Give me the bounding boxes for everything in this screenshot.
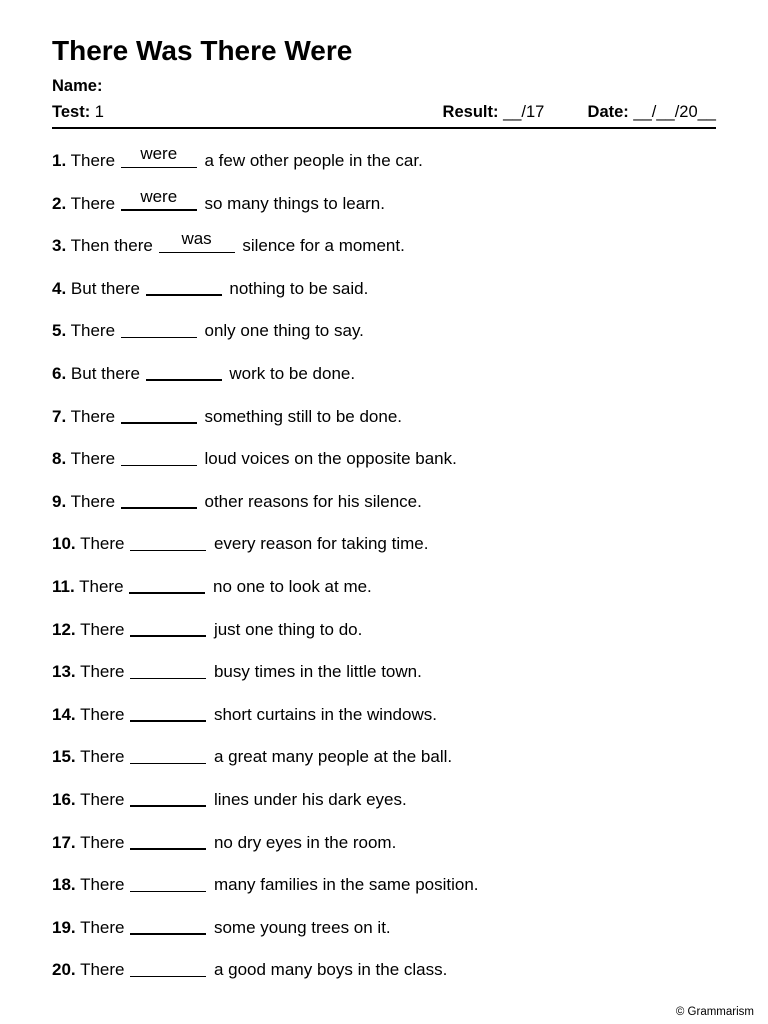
question-item xyxy=(52,529,716,572)
question-rest-text: no dry eyes in the room. xyxy=(213,832,397,852)
question-lead-text: There xyxy=(80,662,125,682)
answer-blank[interactable] xyxy=(130,870,206,890)
name-field xyxy=(52,75,716,97)
question-item xyxy=(52,657,716,700)
question-item xyxy=(52,146,716,189)
answer-blank[interactable] xyxy=(130,657,206,677)
question-number: 4. xyxy=(52,278,67,298)
question-number: 6. xyxy=(52,363,67,383)
question-number: 19. xyxy=(52,917,76,937)
question-item xyxy=(52,615,716,658)
question-lead-text: There xyxy=(70,491,116,511)
question-rest-text: work to be done. xyxy=(229,363,356,383)
question-number: 17. xyxy=(52,832,76,852)
question-rest-text: other reasons for his silence. xyxy=(204,491,422,511)
question-item xyxy=(52,359,716,402)
name-label: Name: xyxy=(52,77,103,95)
question-number: 1. xyxy=(52,151,67,170)
answer-blank[interactable] xyxy=(146,359,222,379)
question-list xyxy=(52,146,716,998)
question-item xyxy=(52,955,716,998)
question-lead-text: There xyxy=(70,321,116,341)
test-label: Test: xyxy=(52,103,91,121)
question-rest-text: no one to look at me. xyxy=(213,576,372,596)
question-rest-text: silence for a moment. xyxy=(242,236,405,256)
question-number: 20. xyxy=(52,960,76,980)
answer-blank[interactable] xyxy=(121,316,197,336)
question-number: 14. xyxy=(52,704,76,724)
question-rest-text: some young trees on it. xyxy=(213,917,391,937)
header-divider xyxy=(52,127,716,129)
question-item xyxy=(52,913,716,956)
question-item xyxy=(52,402,716,445)
question-lead-text: There xyxy=(70,151,116,170)
answer-blank[interactable] xyxy=(146,274,222,294)
answer-blank[interactable] xyxy=(130,828,206,848)
question-lead-text: There xyxy=(79,576,124,596)
answer-blank[interactable] xyxy=(121,444,197,464)
question-number: 16. xyxy=(52,789,76,809)
question-lead-text: There xyxy=(80,747,125,767)
question-number: 12. xyxy=(52,619,76,639)
question-rest-text: nothing to be said. xyxy=(229,278,369,298)
question-number: 8. xyxy=(52,449,67,469)
question-rest-text: a great many people at the ball. xyxy=(213,747,453,767)
answer-blank[interactable] xyxy=(130,913,206,933)
answer-text: were xyxy=(140,144,178,163)
question-item xyxy=(52,444,716,487)
question-lead-text: There xyxy=(80,917,125,937)
question-lead-text: But there xyxy=(70,363,140,383)
question-rest-text: a good many boys in the class. xyxy=(213,960,448,980)
question-item xyxy=(52,785,716,828)
question-item xyxy=(52,700,716,743)
answer-blank[interactable] xyxy=(159,231,235,251)
question-item xyxy=(52,572,716,615)
question-rest-text: lines under his dark eyes. xyxy=(213,789,407,809)
question-lead-text: Then there xyxy=(70,236,153,256)
question-lead-text: There xyxy=(70,406,116,426)
question-lead-text: There xyxy=(80,534,125,554)
question-rest-text: something still to be done. xyxy=(204,406,403,426)
question-lead-text: There xyxy=(80,619,125,639)
question-item xyxy=(52,742,716,785)
question-number: 2. xyxy=(52,193,67,213)
question-rest-text: loud voices on the opposite bank. xyxy=(204,449,457,469)
question-number: 9. xyxy=(52,491,67,511)
question-item xyxy=(52,828,716,871)
question-lead-text: There xyxy=(70,193,116,213)
question-number: 5. xyxy=(52,321,67,341)
question-rest-text: many families in the same position. xyxy=(213,875,479,895)
answer-text: was xyxy=(181,229,212,249)
question-lead-text: There xyxy=(70,449,116,469)
answer-blank[interactable] xyxy=(130,615,206,635)
result-label: Result: xyxy=(442,103,499,121)
question-item xyxy=(52,316,716,359)
question-rest-text: only one thing to say. xyxy=(204,321,364,341)
worksheet-title: There Was There Were xyxy=(52,35,353,66)
answer-blank[interactable] xyxy=(121,487,197,507)
question-lead-text: There xyxy=(80,789,125,809)
question-rest-text: just one thing to do. xyxy=(213,619,363,639)
question-number: 11. xyxy=(52,576,75,596)
test-info-row xyxy=(52,99,716,125)
answer-blank[interactable] xyxy=(121,186,197,209)
result-blank: __ xyxy=(503,103,522,121)
test-info xyxy=(52,99,104,125)
result-total: /17 xyxy=(521,103,545,121)
question-lead-text: There xyxy=(80,875,125,895)
answer-blank[interactable] xyxy=(130,529,206,549)
answer-blank[interactable] xyxy=(129,572,205,592)
copyright-footer: © Grammarism xyxy=(675,1006,754,1018)
question-item xyxy=(52,231,716,274)
question-item xyxy=(52,274,716,317)
question-number: 13. xyxy=(52,662,76,682)
question-number: 3. xyxy=(52,236,67,256)
question-number: 7. xyxy=(52,406,67,426)
answer-blank[interactable] xyxy=(121,146,197,166)
question-number: 10. xyxy=(52,534,76,554)
answer-blank[interactable] xyxy=(130,785,206,805)
question-lead-text: There xyxy=(80,704,125,724)
question-rest-text: busy times in the little town. xyxy=(213,662,422,682)
answer-text: were xyxy=(140,186,178,206)
worksheet-header xyxy=(52,34,716,125)
question-lead-text: There xyxy=(80,832,125,852)
date-label: Date: xyxy=(587,103,629,121)
question-rest-text: so many things to learn. xyxy=(204,193,385,213)
question-item xyxy=(52,186,716,232)
question-rest-text: every reason for taking time. xyxy=(213,534,429,554)
result-date-info xyxy=(443,99,716,125)
question-lead-text: But there xyxy=(70,278,140,298)
answer-blank[interactable] xyxy=(130,700,206,720)
date-value: __/__/20__ xyxy=(633,103,716,121)
question-number: 18. xyxy=(52,875,76,895)
question-rest-text: a few other people in the car. xyxy=(204,151,423,170)
answer-blank[interactable] xyxy=(130,955,206,975)
answer-blank[interactable] xyxy=(121,402,197,422)
question-item xyxy=(52,870,716,913)
question-lead-text: There xyxy=(80,960,125,980)
question-item xyxy=(52,487,716,530)
question-rest-text: short curtains in the windows. xyxy=(213,704,437,724)
question-number: 15. xyxy=(52,747,76,767)
test-value: 1 xyxy=(94,103,104,121)
answer-blank[interactable] xyxy=(130,742,206,762)
